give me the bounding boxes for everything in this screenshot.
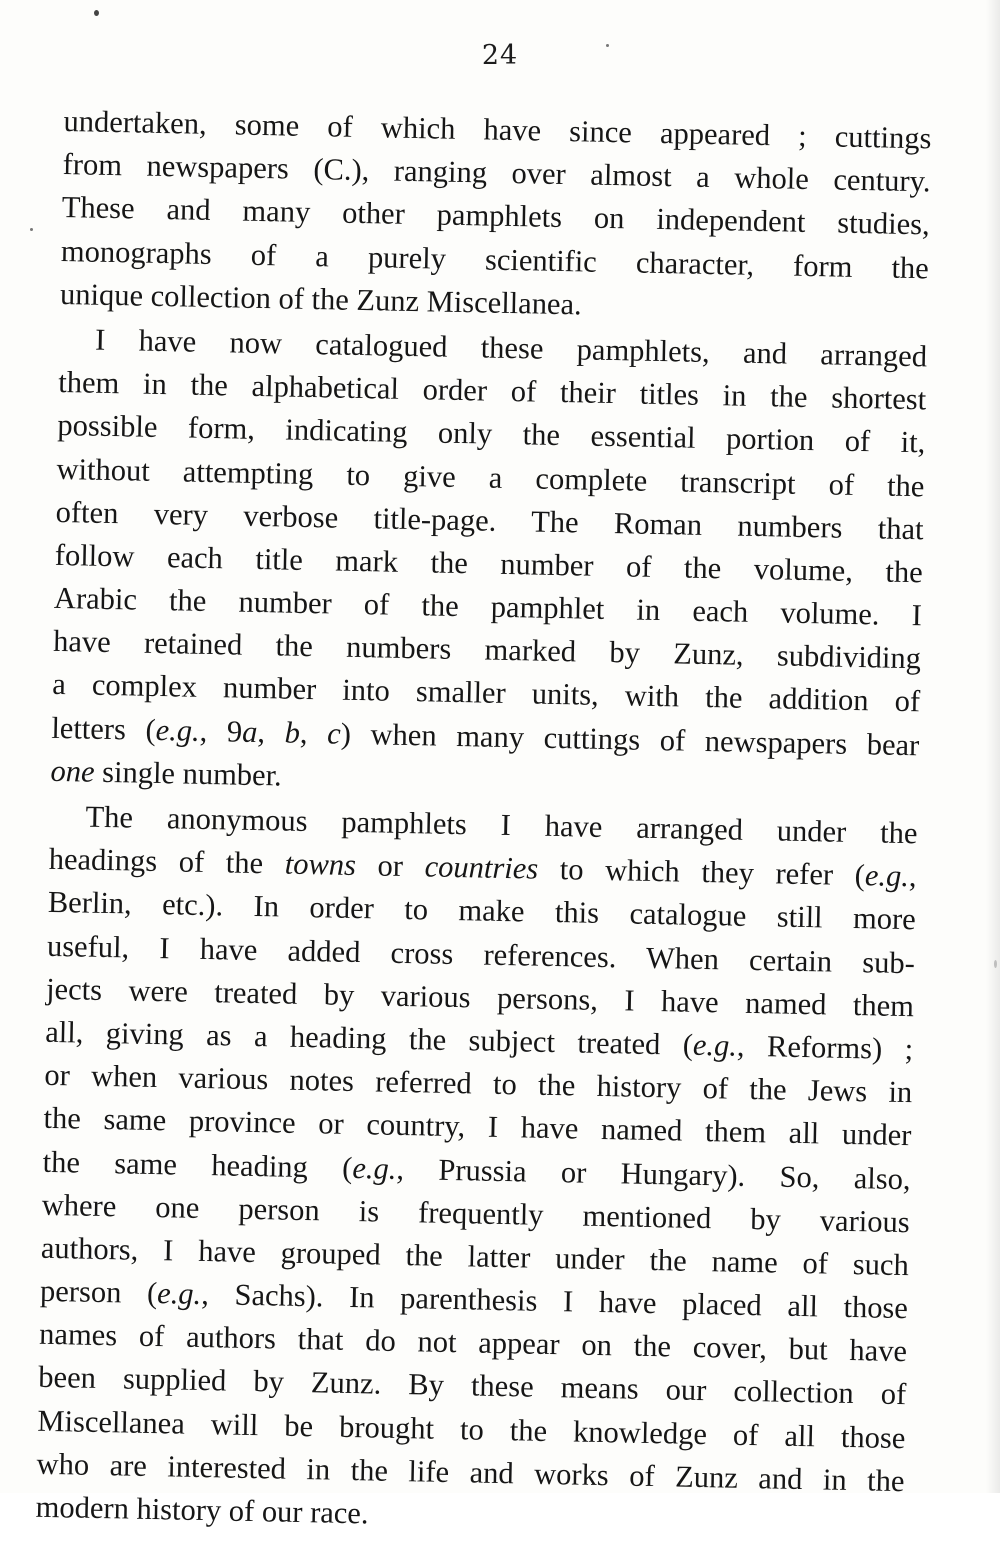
text-line: have retained the numbers marked by Zunz, subdividing xyxy=(52,624,922,676)
text-line: authors, I have grouped the latter under the name of such xyxy=(40,1230,910,1283)
text-line: from newspapers (C.), ranging over almost a whole century. xyxy=(62,147,931,199)
text-line: These and many other pamphlets on independent studies, xyxy=(61,190,931,242)
text-line: or when various notes referred to the history of the Jews in xyxy=(44,1057,913,1110)
text-line: useful, I have added cross references. When certain sub- xyxy=(46,928,916,980)
text-line: I have now catalogued these pamphlets, and arranged xyxy=(94,322,928,374)
body-text xyxy=(35,100,932,1546)
paragraph-1 xyxy=(60,100,932,333)
text-line: person (e.g., Sachs). In parenthesis I have placed all those xyxy=(39,1273,909,1326)
page-edge-shadow xyxy=(986,0,1000,1493)
text-line: the same heading (e.g., Prussia or Hungary). So, also, xyxy=(42,1144,911,1196)
text-line: where one person is frequently mentioned by various xyxy=(41,1187,910,1239)
text-line: one single number. xyxy=(50,753,283,793)
text-line: undertaken, some of which have since appeared ; cuttings xyxy=(63,103,932,156)
text-line: names of authors that do not appear on the cover, but have xyxy=(38,1317,908,1369)
text-line: often very verbose title-page. The Roman numbers that xyxy=(55,494,924,547)
text-line: monographs of a purely scientific character, form the xyxy=(60,233,930,285)
text-line: Berlin, etc.). In order to make this catalogue still more xyxy=(47,885,917,937)
text-line: them in the alphabetical order of their titles in the shortest xyxy=(57,365,927,417)
text-line: jects were treated by various persons, I have named them xyxy=(45,971,915,1023)
text-line: been supplied by Zunz. By these means our collection of xyxy=(38,1360,907,1412)
text-line: the same province or country, I have named them all under xyxy=(43,1101,912,1153)
text-line: Arabic the number of the pamphlet in each volume. I xyxy=(53,580,923,633)
text-line: a complex number into smaller units, with the addition of xyxy=(51,667,921,719)
text-line: modern history of our race. xyxy=(35,1489,369,1531)
paragraph-2 xyxy=(50,318,927,810)
text-line: Miscellanea will be brought to the knowledge of all those xyxy=(37,1403,906,1455)
ink-speck xyxy=(30,228,33,231)
text-line: follow each title mark the number of the volume, the xyxy=(54,537,924,590)
text-line: all, giving as a heading the subject treated (e.g., Reforms) ; xyxy=(44,1014,914,1067)
text-line: headings of the towns or countries to which they refer (e.g., xyxy=(48,842,917,894)
text-line: letters (e.g., 9a, b, c) when many cuttings of newspapers bear xyxy=(51,710,920,762)
text-line: without attempting to give a complete transcript of the xyxy=(56,451,925,503)
ink-speck xyxy=(94,10,99,16)
text-line: The anonymous pamphlets I have arranged under the xyxy=(85,799,918,851)
text-line: unique collection of the Zunz Miscellanea. xyxy=(59,276,583,322)
page-number: 24 xyxy=(481,40,519,71)
text-line: possible form, indicating only the essential portion of it, xyxy=(57,408,926,460)
text-line: who are interested in the life and works of Zunz and in the xyxy=(36,1446,905,1498)
paragraph-3 xyxy=(35,795,918,1546)
